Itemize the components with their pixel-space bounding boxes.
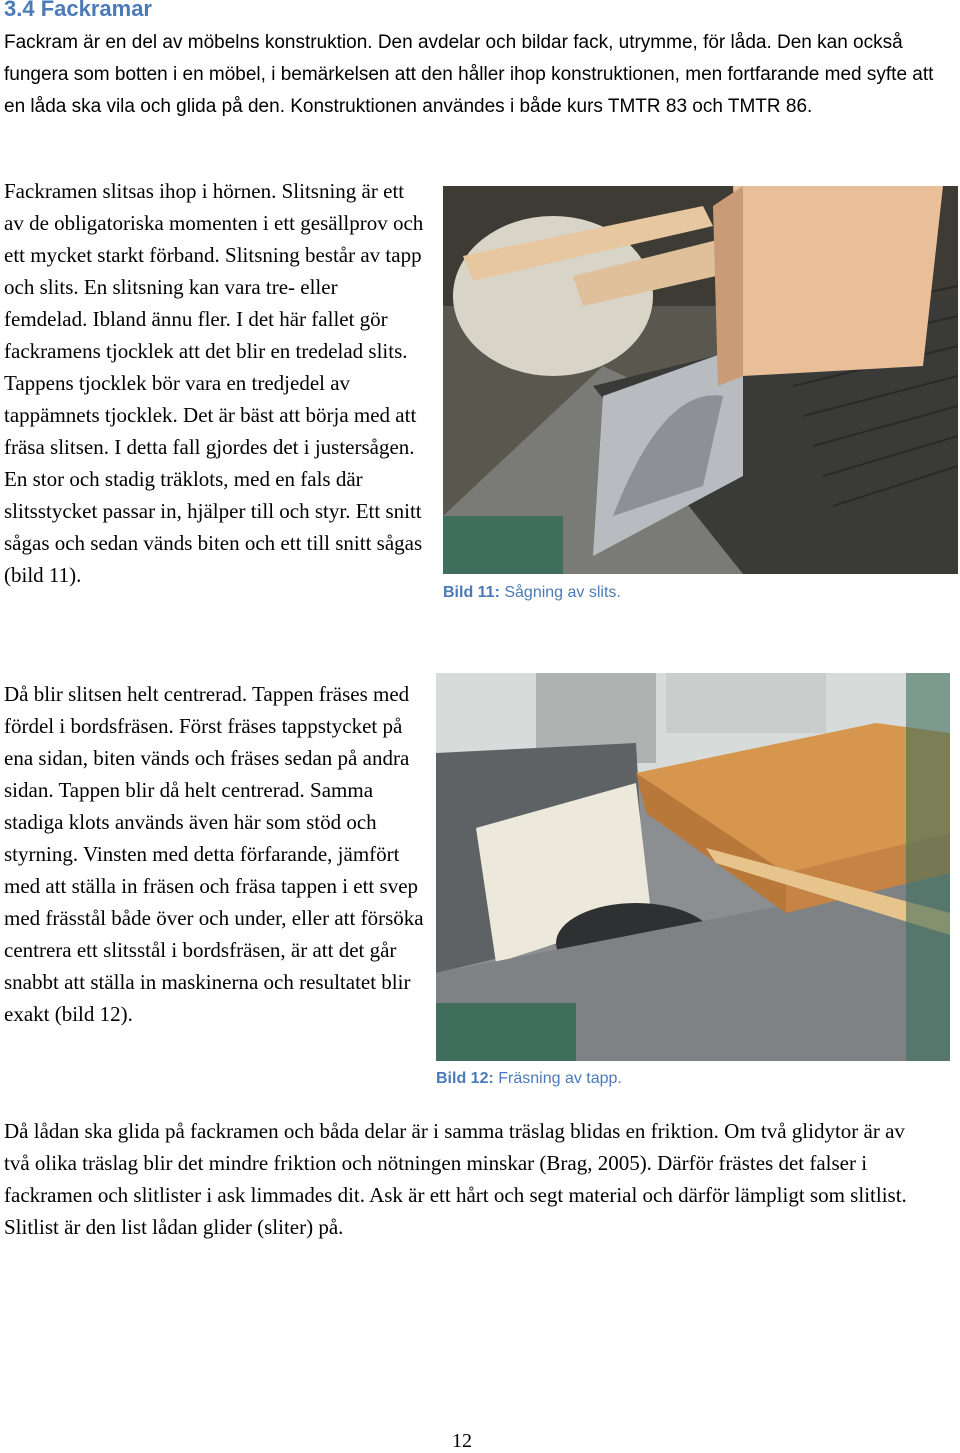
section-heading: 3.4 Fackramar	[4, 0, 152, 21]
intro-paragraph: Fackram är en del av möbelns konstruktion. Den avdelar och bildar fack, utrymme, för låda. Den kan också fungera som botten i en möbel, i bemärkelsen att den håller ihop konstruktionen, men fortfarande med syfte att en låda ska vila och glida på den. Konstruktionen användes i både kurs TMTR 83 och TMTR 86.	[4, 32, 934, 117]
paragraph-slitlist: Då lådan ska glida på fackramen och båda delar är i samma träslag blidas en friktion. Om två glidytor är av två olika träslag blir det mindre friktion och nötningen minskar (Brag, 2005). Därför frästes det falser i fackramen och slitlister i ask limmades dit. Ask är ett hårt och segt material och därför lämpligt som slitlist. Slitlist är den list lådan glider (sliter) på.	[4, 1119, 907, 1239]
photo-sawing-slot	[443, 186, 958, 574]
photo-milling-tenon	[436, 673, 950, 1061]
paragraph-slitsning: Fackramen slitsas ihop i hörnen. Slitsning är ett av de obligatoriska momenten i ett gesällprov och ett mycket starkt förband. Slitsning består av tapp och slits. En slitsning kan vara tre- eller femdelad. Ibland ännu fler. I det här fallet gör fackramens tjocklek att det blir en tredelad slits. Tappens tjocklek bör vara en tredjedel av tappämnets tjocklek. Det är bäst att börja med att fräsa slitsen. I detta fall gjordes det i justersågen. En stor och stadig träklots, med en fals där slitsstycket passar in, hjälper till och styr. Ett snitt sågas och sedan vänds biten och ett till snitt sågas (bild 11).	[4, 179, 424, 587]
caption-bild-11-text: Sågning av slits.	[499, 584, 621, 601]
caption-bild-12	[436, 1070, 622, 1088]
caption-bild-12-text: Fräsning av tapp.	[493, 1070, 622, 1087]
paragraph-tapp: Då blir slitsen helt centrerad. Tappen fräses med fördel i bordsfräsen. Först fräses tappstycket på ena sidan, biten vänds och fräses sedan på andra sidan. Tappen blir då helt centrerad. Samma stadiga klots används även här som stöd och styrning. Vinsten med detta förfarande, jämfört med att ställa in fräsen och fräsa tappen i ett svep med frässtål både över och under, eller att försöka centrera ett slitsstål i bordsfräsen, är att det går snabbt att ställa in maskinerna och resultatet blir exakt (bild 12).	[4, 682, 424, 1026]
caption-bild-11-label: Bild 11:	[443, 584, 500, 601]
page-number: 12	[452, 1430, 472, 1452]
caption-bild-11	[443, 584, 621, 602]
caption-bild-12-label: Bild 12:	[436, 1070, 494, 1087]
